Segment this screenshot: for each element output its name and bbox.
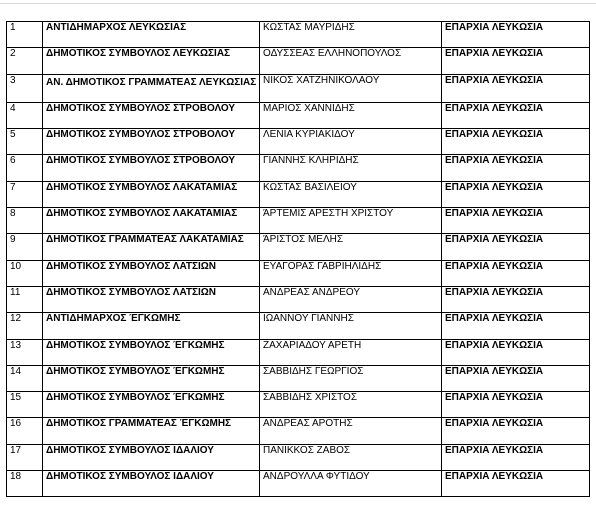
row-number-cell: 13 bbox=[7, 339, 43, 365]
position-title-cell: ΔΗΜΟΤΙΚΟΣ ΣΥΜΒΟΥΛΟΣ ΛΑΚΑΤΑΜΙΑΣ bbox=[43, 208, 260, 234]
position-title-cell: ΑΝΤΙΔΗΜΑΡΧΟΣ ΛΕΥΚΩΣΙΑΣ bbox=[43, 22, 260, 48]
person-name-cell: ΓΙΑΝΝΗΣ ΚΛΗΡΙΔΗΣ bbox=[260, 155, 442, 181]
officials-table bbox=[6, 21, 590, 497]
row-number-cell: 2 bbox=[7, 48, 43, 74]
table-row bbox=[7, 181, 590, 207]
position-title-cell: ΔΗΜΟΤΙΚΟΣ ΣΥΜΒΟΥΛΟΣ ΛΕΥΚΩΣΙΑΣ bbox=[43, 48, 260, 74]
position-title-cell: ΔΗΜΟΤΙΚΟΣ ΣΥΜΒΟΥΛΟΣ ΙΔΑΛΙΟΥ bbox=[43, 471, 260, 497]
table-row bbox=[7, 339, 590, 365]
region-cell: ΕΠΑΡΧΙΑ ΛΕΥΚΩΣΙΑ bbox=[442, 234, 590, 260]
row-number-cell: 5 bbox=[7, 129, 43, 155]
position-title-cell: ΔΗΜΟΤΙΚΟΣ ΣΥΜΒΟΥΛΟΣ ΈΓΚΩΜΗΣ bbox=[43, 339, 260, 365]
row-number-cell: 16 bbox=[7, 418, 43, 444]
person-name-cell: ΛΕΝΙΑ ΚΥΡΙΑΚΙΔΟΥ bbox=[260, 129, 442, 155]
row-number-cell: 4 bbox=[7, 102, 43, 128]
region-cell: ΕΠΑΡΧΙΑ ΛΕΥΚΩΣΙΑ bbox=[442, 313, 590, 339]
position-title-cell: ΔΗΜΟΤΙΚΟΣ ΓΡΑΜΜΑΤΕΑΣ ΈΓΚΩΜΗΣ bbox=[43, 418, 260, 444]
table-row bbox=[7, 471, 590, 497]
region-cell: ΕΠΑΡΧΙΑ ΛΕΥΚΩΣΙΑ bbox=[442, 471, 590, 497]
region-cell: ΕΠΑΡΧΙΑ ΛΕΥΚΩΣΙΑ bbox=[442, 74, 590, 102]
table-row bbox=[7, 418, 590, 444]
person-name-cell: ΑΝΔΡΕΑΣ ΑΡΟΤΗΣ bbox=[260, 418, 442, 444]
position-title-cell: ΔΗΜΟΤΙΚΟΣ ΣΥΜΒΟΥΛΟΣ ΛΑΤΣΙΩΝ bbox=[43, 286, 260, 312]
row-number-cell: 10 bbox=[7, 260, 43, 286]
region-cell: ΕΠΑΡΧΙΑ ΛΕΥΚΩΣΙΑ bbox=[442, 181, 590, 207]
region-cell: ΕΠΑΡΧΙΑ ΛΕΥΚΩΣΙΑ bbox=[442, 260, 590, 286]
position-title-cell: ΔΗΜΟΤΙΚΟΣ ΣΥΜΒΟΥΛΟΣ ΣΤΡΟΒΟΛΟΥ bbox=[43, 155, 260, 181]
person-name-cell: ΝΙΚΟΣ ΧΑΤΖΗΝΙΚΟΛΑΟΥ bbox=[260, 74, 442, 102]
table-row bbox=[7, 286, 590, 312]
row-number-cell: 11 bbox=[7, 286, 43, 312]
officials-table-body bbox=[7, 22, 590, 497]
person-name-cell: ΚΩΣΤΑΣ ΒΑΣΙΛΕΙΟΥ bbox=[260, 181, 442, 207]
row-number-cell: 1 bbox=[7, 22, 43, 48]
person-name-cell: ΟΔΥΣΣΕΑΣ ΕΛΛΗΝΟΠΟΥΛΟΣ bbox=[260, 48, 442, 74]
region-cell: ΕΠΑΡΧΙΑ ΛΕΥΚΩΣΙΑ bbox=[442, 22, 590, 48]
table-row bbox=[7, 260, 590, 286]
person-name-cell: ΙΩΑΝΝΟΥ ΓΙΑΝΝΗΣ bbox=[260, 313, 442, 339]
row-number-cell: 15 bbox=[7, 392, 43, 418]
row-number-cell: 8 bbox=[7, 208, 43, 234]
table-row bbox=[7, 313, 590, 339]
person-name-cell: ΑΝΔΡΟΥΛΛΑ ΦΥΤΙΔΟΥ bbox=[260, 471, 442, 497]
table-row bbox=[7, 48, 590, 74]
person-name-cell: ΕΥΑΓΟΡΑΣ ΓΑΒΡΙΗΛΙΔΗΣ bbox=[260, 260, 442, 286]
region-cell: ΕΠΑΡΧΙΑ ΛΕΥΚΩΣΙΑ bbox=[442, 392, 590, 418]
position-title-cell: ΔΗΜΟΤΙΚΟΣ ΣΥΜΒΟΥΛΟΣ ΣΤΡΟΒΟΛΟΥ bbox=[43, 129, 260, 155]
page-top-divider bbox=[0, 3, 596, 4]
row-number-cell: 14 bbox=[7, 365, 43, 391]
table-row bbox=[7, 74, 590, 102]
region-cell: ΕΠΑΡΧΙΑ ΛΕΥΚΩΣΙΑ bbox=[442, 129, 590, 155]
position-title-cell: ΑΝΤΙΔΗΜΑΡΧΟΣ ΈΓΚΩΜΗΣ bbox=[43, 313, 260, 339]
row-number-cell: 6 bbox=[7, 155, 43, 181]
person-name-cell: ΣΑΒΒΙΔΗΣ ΓΕΩΡΓΙΟΣ bbox=[260, 365, 442, 391]
row-number-cell: 18 bbox=[7, 471, 43, 497]
row-number-cell: 17 bbox=[7, 444, 43, 470]
position-title-cell: ΑΝ. ΔΗΜΟΤΙΚΟΣ ΓΡΑΜΜΑΤΕΑΣ ΛΕΥΚΩΣΙΑΣ bbox=[43, 74, 260, 102]
table-row bbox=[7, 392, 590, 418]
region-cell: ΕΠΑΡΧΙΑ ΛΕΥΚΩΣΙΑ bbox=[442, 208, 590, 234]
table-row bbox=[7, 444, 590, 470]
region-cell: ΕΠΑΡΧΙΑ ΛΕΥΚΩΣΙΑ bbox=[442, 155, 590, 181]
table-row bbox=[7, 365, 590, 391]
position-title-cell: ΔΗΜΟΤΙΚΟΣ ΓΡΑΜΜΑΤΕΑΣ ΛΑΚΑΤΑΜΙΑΣ bbox=[43, 234, 260, 260]
table-row bbox=[7, 234, 590, 260]
table-row bbox=[7, 155, 590, 181]
position-title-cell: ΔΗΜΟΤΙΚΟΣ ΣΥΜΒΟΥΛΟΣ ΙΔΑΛΙΟΥ bbox=[43, 444, 260, 470]
table-row bbox=[7, 129, 590, 155]
position-title-cell: ΔΗΜΟΤΙΚΟΣ ΣΥΜΒΟΥΛΟΣ ΛΑΚΑΤΑΜΙΑΣ bbox=[43, 181, 260, 207]
table-row bbox=[7, 208, 590, 234]
row-number-cell: 9 bbox=[7, 234, 43, 260]
table-row bbox=[7, 102, 590, 128]
person-name-cell: ΜΑΡΙΟΣ ΧΑΝΝΙΔΗΣ bbox=[260, 102, 442, 128]
person-name-cell: ΚΩΣΤΑΣ ΜΑΥΡΙΔΗΣ bbox=[260, 22, 442, 48]
position-title-cell: ΔΗΜΟΤΙΚΟΣ ΣΥΜΒΟΥΛΟΣ ΛΑΤΣΙΩΝ bbox=[43, 260, 260, 286]
region-cell: ΕΠΑΡΧΙΑ ΛΕΥΚΩΣΙΑ bbox=[442, 286, 590, 312]
position-title-cell: ΔΗΜΟΤΙΚΟΣ ΣΥΜΒΟΥΛΟΣ ΈΓΚΩΜΗΣ bbox=[43, 365, 260, 391]
region-cell: ΕΠΑΡΧΙΑ ΛΕΥΚΩΣΙΑ bbox=[442, 444, 590, 470]
person-name-cell: ΆΡΤΕΜΙΣ ΑΡΕΣΤΗ ΧΡΙΣΤΟΥ bbox=[260, 208, 442, 234]
region-cell: ΕΠΑΡΧΙΑ ΛΕΥΚΩΣΙΑ bbox=[442, 102, 590, 128]
row-number-cell: 3 bbox=[7, 74, 43, 102]
table-row bbox=[7, 22, 590, 48]
person-name-cell: ΖΑΧΑΡΙΑΔΟΥ ΑΡΕΤΗ bbox=[260, 339, 442, 365]
position-title-cell: ΔΗΜΟΤΙΚΟΣ ΣΥΜΒΟΥΛΟΣ ΣΤΡΟΒΟΛΟΥ bbox=[43, 102, 260, 128]
row-number-cell: 7 bbox=[7, 181, 43, 207]
region-cell: ΕΠΑΡΧΙΑ ΛΕΥΚΩΣΙΑ bbox=[442, 48, 590, 74]
person-name-cell: ΠΑΝΙΚΚΟΣ ΖΑΒΟΣ bbox=[260, 444, 442, 470]
region-cell: ΕΠΑΡΧΙΑ ΛΕΥΚΩΣΙΑ bbox=[442, 365, 590, 391]
person-name-cell: ΣΑΒΒΙΔΗΣ ΧΡΙΣΤΟΣ bbox=[260, 392, 442, 418]
region-cell: ΕΠΑΡΧΙΑ ΛΕΥΚΩΣΙΑ bbox=[442, 418, 590, 444]
position-title-cell: ΔΗΜΟΤΙΚΟΣ ΣΥΜΒΟΥΛΟΣ ΈΓΚΩΜΗΣ bbox=[43, 392, 260, 418]
person-name-cell: ΑΝΔΡΕΑΣ ΑΝΔΡΕΟΥ bbox=[260, 286, 442, 312]
region-cell: ΕΠΑΡΧΙΑ ΛΕΥΚΩΣΙΑ bbox=[442, 339, 590, 365]
row-number-cell: 12 bbox=[7, 313, 43, 339]
person-name-cell: ΆΡΙΣΤΟΣ ΜΕΛΗΣ bbox=[260, 234, 442, 260]
